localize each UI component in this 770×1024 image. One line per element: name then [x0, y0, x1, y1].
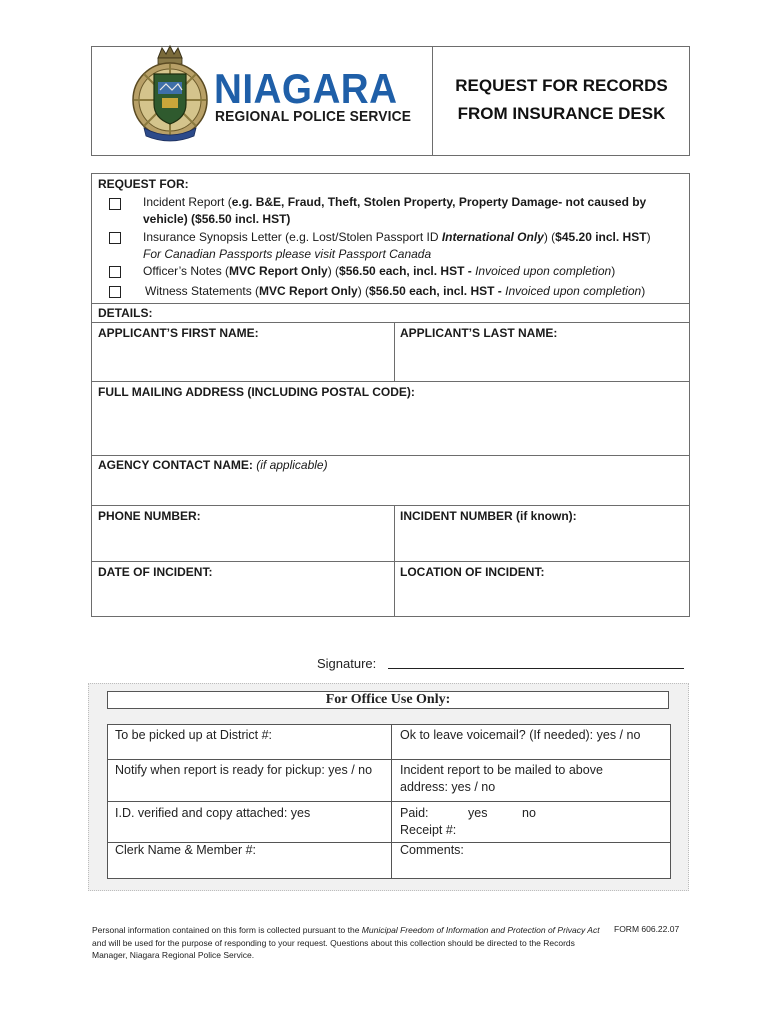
- grid-line-5: [91, 561, 690, 562]
- mailing-address-field[interactable]: [92, 401, 689, 454]
- office-table-line-1: [107, 759, 671, 760]
- mail-report-cell: Incident report to be mailed to above address: yes / no: [400, 763, 603, 794]
- paid-label: Paid:: [400, 806, 429, 820]
- incident-number-label: INCIDENT NUMBER (if known):: [400, 509, 577, 523]
- agency-contact-field[interactable]: [92, 474, 689, 504]
- witness-statements-line: Witness Statements (MVC Report Only) ($56.50 each, incl. HST - Invoiced upon completion): [145, 284, 646, 298]
- checkbox-witness-statements[interactable]: [109, 286, 121, 298]
- crown-icon: [158, 46, 182, 64]
- grid-line-1: [91, 322, 690, 323]
- police-crest-logo: [128, 44, 212, 142]
- incident-number-field[interactable]: [396, 525, 689, 560]
- pickup-district-cell: To be picked up at District #:: [115, 728, 273, 742]
- logo-wordmark: NIAGARA: [214, 65, 398, 112]
- incident-report-line-1: Incident Report (e.g. B&E, Fraud, Theft, Stolen Property, Property Damage- not caused by: [143, 195, 647, 209]
- insurance-synopsis-line: Insurance Synopsis Letter (e.g. Lost/Stolen Passport ID International Only) ($45.20 incl. HST): [143, 230, 651, 244]
- office-use-title: For Office Use Only:: [325, 692, 451, 707]
- phone-number-label: PHONE NUMBER:: [98, 509, 201, 523]
- form-title-line-1: REQUEST FOR RECORDS: [455, 76, 668, 95]
- header-divider: [432, 46, 433, 156]
- last-name-label: APPLICANT’S LAST NAME:: [400, 326, 558, 340]
- mailing-address-label: FULL MAILING ADDRESS (INCLUDING POSTAL CODE):: [98, 385, 415, 399]
- grid-line-3: [91, 455, 690, 456]
- comments-cell: Comments:: [400, 843, 464, 857]
- signature-label: Signature:: [317, 656, 377, 671]
- checkbox-insurance-synopsis[interactable]: [109, 232, 121, 244]
- phone-number-field[interactable]: [92, 525, 393, 560]
- location-of-incident-field[interactable]: [396, 581, 689, 616]
- last-name-field[interactable]: [396, 342, 689, 380]
- form-title-line-2: FROM INSURANCE DESK: [457, 104, 666, 123]
- office-table-line-2: [107, 801, 671, 802]
- form-number: FORM 606.22.07: [614, 924, 680, 934]
- voicemail-cell: Ok to leave voicemail? (If needed): yes / no: [400, 728, 641, 742]
- paid-no: no: [522, 806, 536, 820]
- details-divider: [91, 303, 690, 304]
- first-name-field[interactable]: [92, 342, 393, 380]
- first-name-label: APPLICANT’S FIRST NAME:: [98, 326, 259, 340]
- receipt-number: Receipt #:: [400, 823, 457, 837]
- checkbox-officers-notes[interactable]: [109, 266, 121, 278]
- grid-line-4: [91, 505, 690, 506]
- id-verified-cell: I.D. verified and copy attached: yes: [115, 806, 311, 820]
- signature-line[interactable]: [388, 668, 684, 669]
- grid-line-2: [91, 381, 690, 382]
- clerk-name-cell: Clerk Name & Member #:: [115, 843, 257, 857]
- grid-vline-2: [394, 505, 395, 617]
- notify-pickup-cell: Notify when report is ready for pickup: yes / no: [115, 763, 373, 777]
- grid-vline-1: [394, 322, 395, 381]
- paid-yes: yes: [468, 806, 488, 820]
- location-of-incident-label: LOCATION OF INCIDENT:: [400, 565, 545, 579]
- privacy-notice: Personal information contained on this form is collected pursuant to the Municipal Freedom of Information and Protection of Privacy Act and will be used for the purpose of responding to your request. Questions about this collection should be directed to the Records Manager, Niagara Regional Police Service.: [92, 925, 600, 960]
- agency-contact-label: AGENCY CONTACT NAME: (if applicable): [98, 458, 328, 472]
- logo-subtext: REGIONAL POLICE SERVICE: [215, 108, 412, 125]
- passport-canada-note: For Canadian Passports please visit Passport Canada: [143, 247, 432, 261]
- officers-notes-line: Officer’s Notes (MVC Report Only) ($56.50 each, incl. HST - Invoiced upon completion): [143, 264, 616, 278]
- incident-report-line-2: vehicle) ($56.50 incl. HST): [143, 212, 291, 226]
- date-of-incident-field[interactable]: [92, 581, 393, 616]
- details-heading: DETAILS:: [98, 306, 153, 320]
- request-heading: REQUEST FOR:: [98, 177, 189, 191]
- date-of-incident-label: DATE OF INCIDENT:: [98, 565, 213, 579]
- checkbox-incident-report[interactable]: [109, 198, 121, 210]
